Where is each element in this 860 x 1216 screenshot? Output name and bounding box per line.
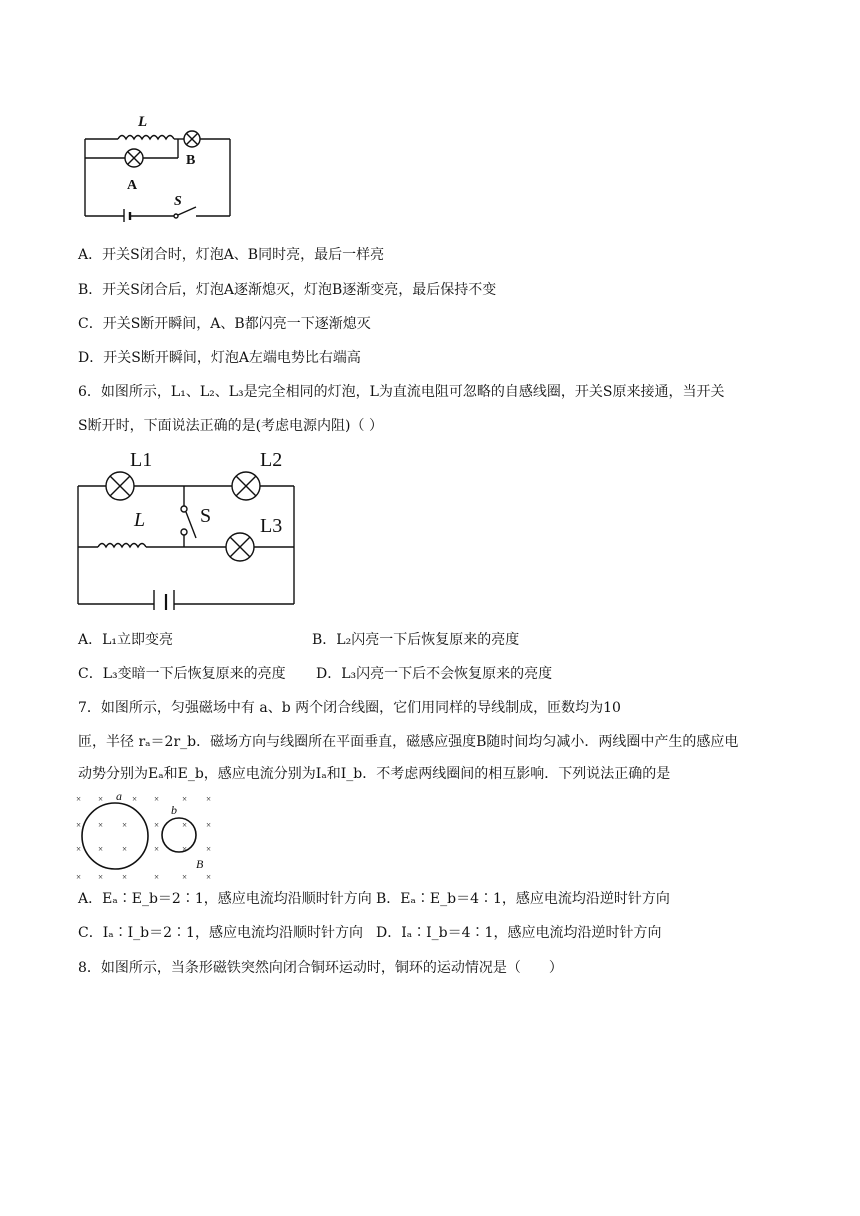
q6-stem-line2: S断开时，下面说法正确的是(考虑电源内阻)（ ） — [78, 418, 383, 434]
fig7-label-B: B — [196, 857, 204, 871]
fig6-label-S: S — [200, 505, 212, 527]
svg-text:×: × — [132, 794, 138, 804]
fig5-label-A: A — [127, 178, 138, 193]
svg-text:×: × — [206, 844, 212, 854]
coil-b — [162, 818, 196, 852]
svg-text:×: × — [154, 844, 160, 854]
q7-option-c: C．Iₐ∶I_b＝2∶1，感应电流均沿顺时针方向 — [78, 925, 363, 941]
svg-text:×: × — [182, 872, 188, 882]
q7-option-d: D．Iₐ∶I_b＝4∶1，感应电流均沿逆时针方向 — [376, 925, 662, 941]
q7-stem-line3: 动势分别为Eₐ和E_b，感应电流分别为Iₐ和I_b．不考虑两线圈间的相互影响．下列说法正确的是 — [78, 766, 671, 782]
fig6-label-L3: L3 — [260, 515, 283, 537]
q6-stem-line1: 6．如图所示，L₁、L₂、L₃是完全相同的灯泡，L为直流电阻可忽略的自感线圈，开关S原来接通，当开关 — [78, 384, 725, 400]
field-crosses — [76, 794, 211, 882]
q8-stem: 8．如图所示，当条形磁铁突然向闭合铜环运动时，铜环的运动情况是（ ） — [78, 960, 563, 976]
svg-text:×: × — [76, 820, 82, 830]
svg-text:×: × — [122, 872, 128, 882]
q7-option-a: A．Eₐ∶E_b＝2∶1，感应电流均沿顺时针方向 — [78, 891, 372, 907]
svg-text:×: × — [182, 794, 188, 804]
figure-5-circuit — [80, 112, 240, 222]
svg-text:×: × — [206, 794, 212, 804]
svg-text:×: × — [154, 872, 160, 882]
svg-text:×: × — [98, 844, 104, 854]
q7-stem-line2: 匝，半径 rₐ＝2r_b．磁场方向与线圈所在平面垂直，磁感应强度B随时间均匀减小．两线圈中产生的感应电 — [78, 734, 739, 750]
q5-option-d: D．开关S断开瞬间，灯泡A左端电势比右端高 — [78, 350, 361, 366]
svg-text:×: × — [122, 820, 128, 830]
fig5-label-L: L — [138, 114, 148, 130]
q5-option-c: C．开关S断开瞬间，A、B都闪亮一下逐渐熄灭 — [78, 316, 371, 332]
svg-text:×: × — [76, 872, 82, 882]
svg-text:×: × — [154, 820, 160, 830]
q6-option-b: B．L₂闪亮一下后恢复原来的亮度 — [312, 632, 520, 648]
svg-text:×: × — [76, 794, 82, 804]
figure-6-circuit — [72, 440, 302, 610]
q5-option-b: B．开关S闭合后，灯泡A逐渐熄灭，灯泡B逐渐变亮，最后保持不变 — [78, 282, 497, 298]
figure-7-magnetic-field — [74, 788, 222, 884]
q5-option-a: A．开关S闭合时，灯泡A、B同时亮，最后一样亮 — [78, 247, 385, 263]
fig7-label-b: b — [171, 803, 177, 817]
svg-text:×: × — [154, 794, 160, 804]
svg-text:×: × — [206, 820, 212, 830]
svg-text:×: × — [206, 872, 212, 882]
svg-text:×: × — [182, 844, 188, 854]
svg-text:×: × — [98, 820, 104, 830]
fig6-label-L1: L1 — [130, 449, 153, 471]
fig5-label-S: S — [174, 194, 182, 209]
q6-option-c: C．L₃变暗一下后恢复原来的亮度 — [78, 666, 286, 682]
fig7-label-a: a — [116, 789, 122, 803]
q6-option-d: D．L₃闪亮一下后不会恢复原来的亮度 — [316, 666, 553, 682]
svg-text:×: × — [98, 872, 104, 882]
svg-text:×: × — [122, 844, 128, 854]
fig5-label-B: B — [186, 153, 196, 168]
q7-stem-line1: 7．如图所示，匀强磁场中有 a、b 两个闭合线圈，它们用同样的导线制成，匝数均为10 — [78, 700, 621, 716]
svg-text:×: × — [182, 820, 188, 830]
svg-text:×: × — [98, 794, 104, 804]
q7-option-b: B．Eₐ∶E_b＝4∶1，感应电流均沿逆时针方向 — [376, 891, 670, 907]
coil-a — [82, 803, 148, 869]
fig6-label-L: L — [134, 509, 146, 531]
svg-text:×: × — [76, 844, 82, 854]
fig6-label-L2: L2 — [260, 449, 283, 471]
q6-option-a: A．L₁立即变亮 — [78, 632, 174, 648]
